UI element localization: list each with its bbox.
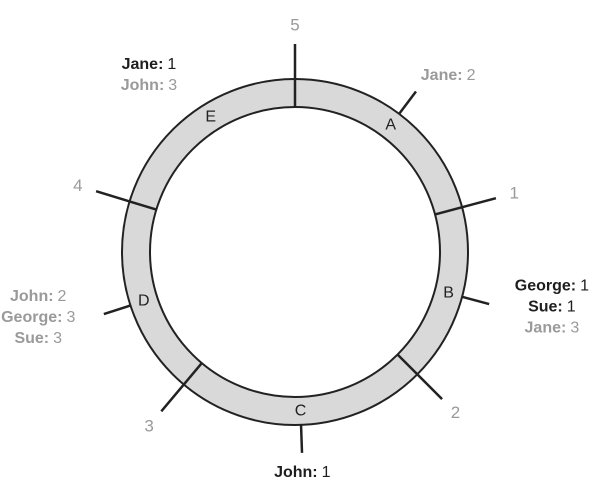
entry-value: 3 <box>168 77 178 95</box>
segment-entries-c <box>265 464 339 481</box>
segment-entry-c-0 <box>274 464 331 481</box>
entry-value: 1 <box>321 463 331 481</box>
segment-entries-d <box>1 288 75 347</box>
tick-label-4: 4 <box>73 176 83 196</box>
segment-letter-d: D <box>138 292 150 310</box>
entry-name: Sue: <box>528 298 563 316</box>
segment-pointer-d <box>104 305 131 314</box>
segment-entry-b-2 <box>525 320 580 337</box>
segment-entry-d-1 <box>1 309 75 326</box>
entry-name: John: <box>10 288 54 306</box>
segment-entries-b <box>515 278 589 337</box>
entry-name: Jane: <box>121 56 164 74</box>
segment-entry-d-0 <box>10 288 67 305</box>
tick-label-3: 3 <box>144 416 154 436</box>
segment-pointer-b <box>462 297 489 304</box>
segment-letter-e: E <box>205 108 217 126</box>
segment-entry-b-1 <box>528 299 576 316</box>
entry-name: John: <box>274 463 318 481</box>
entry-name: John: <box>120 77 165 95</box>
entry-value: 3 <box>66 309 76 327</box>
segment-entry-b-0 <box>515 278 589 295</box>
entry-value: 2 <box>57 288 67 306</box>
segment-entry-d-2 <box>14 330 62 347</box>
tick-label-2: 2 <box>450 403 461 423</box>
segment-entry-a-0 <box>421 67 476 84</box>
entry-value: 3 <box>53 330 63 348</box>
entry-value: 1 <box>580 277 590 295</box>
entry-name: Sue: <box>14 330 50 348</box>
segment-entry-e-0 <box>122 56 177 73</box>
segment-pointer-a <box>399 91 416 113</box>
entry-name: George: <box>1 309 63 327</box>
segment-entries-e <box>121 56 178 94</box>
segment-letter-c: C <box>294 402 307 420</box>
entry-value: 3 <box>570 319 580 337</box>
segment-pointer-c <box>301 425 302 453</box>
segment-entry-e-1 <box>121 77 178 94</box>
segment-letter-a: A <box>385 116 397 134</box>
segment-entries-a <box>421 67 476 84</box>
segment-letter-b: B <box>443 284 454 302</box>
entry-value: 2 <box>466 67 476 85</box>
entry-name: Jane: <box>524 319 567 337</box>
tick-label-5: 5 <box>290 15 300 35</box>
ring-segments <box>1 56 589 481</box>
entry-value: 1 <box>167 56 177 74</box>
entry-name: Jane: <box>420 67 463 85</box>
tick-label-1: 1 <box>509 183 519 203</box>
entry-name: George: <box>514 277 577 295</box>
entry-value: 1 <box>566 298 576 316</box>
